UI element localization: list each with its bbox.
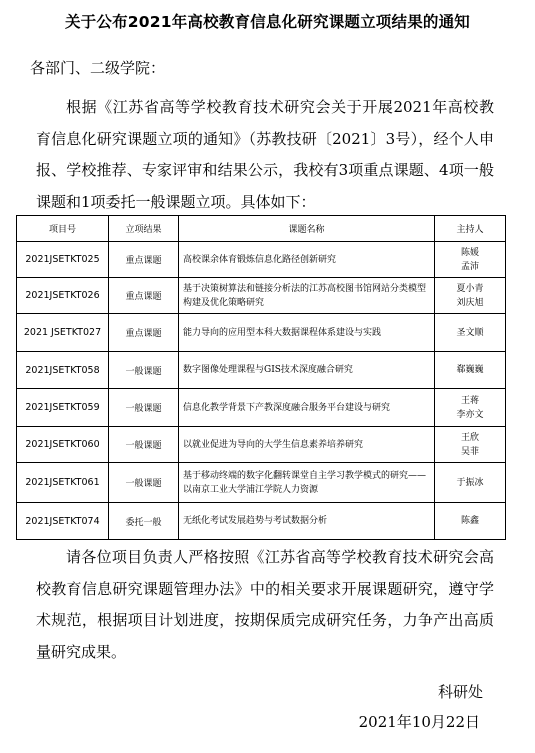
project-code: 2021JSETKT059 [17,389,109,427]
project-host [435,427,506,463]
host-name: 夏小青 刘庆旭 [456,283,484,308]
table-row [17,352,506,389]
project-code: 2021JSETKT058 [17,352,109,389]
project-code: 2021JSETKT074 [17,503,109,540]
project-code: 2021 JSETKT027 [17,314,109,352]
host-name: 王欣 吴菲 [460,432,479,457]
salutation: 各部门、二级学院： [30,59,166,77]
header-title: 课题名称 [179,216,435,242]
host-name: 陈媛 孟沛 [460,247,479,272]
table-row [17,463,506,503]
table-row [17,242,506,278]
host-name: 王蒋 李亦文 [456,395,484,420]
host-name: 圣文顺 [456,327,484,338]
project-table [16,215,506,540]
project-result: 重点课题 [109,314,179,352]
host-name: 陈鑫 [460,516,479,526]
project-result: 重点课题 [109,242,179,278]
intro-paragraph: 根据《江苏省高等学校教育技术研究会关于开展2021年高校教育信息化研究课题立项的通知》（苏教技研〔2021〕3号），经个人申报、学校推荐、专家评审和结果公示，我校有3项重点课题、4项一般课题和1项委托一般课题立项。具体如下： [36,98,494,211]
project-host [435,242,506,278]
table-header-row [17,216,506,242]
project-title: 高校课余体育锻炼信息化路径创新研究 [179,242,435,278]
project-title: 能力导向的应用型本科大数据课程体系建设与实践 [179,314,435,352]
closing-paragraph: 请各位项目负责人严格按照《江苏省高等学校教育技术研究会高校教育信息研究课题管理办法》中的相关要求开展课题研究，遵守学术规范，根据项目计划进度，按期保质完成研究任务，力争产出高质量研究成果。 [36,548,494,661]
table-row [17,314,506,352]
project-title: 无纸化考试发展趋势与考试数据分析 [179,503,435,540]
project-code: 2021JSETKT025 [17,242,109,278]
table-row [17,389,506,427]
project-host [435,463,506,503]
notice-title: 关于公布2021年高校教育信息化研究课题立项结果的通知 [64,13,471,31]
project-result: 一般课题 [109,427,179,463]
project-host [435,352,506,389]
project-result: 重点课题 [109,278,179,314]
header-project-code: 项目号 [17,216,109,242]
table-row [17,427,506,463]
project-result: 一般课题 [109,463,179,503]
project-title: 基于移动终端的数字化翻转课堂自主学习教学模式的研究——以南京工业大学浦江学院人力资源 [179,463,435,503]
project-result: 一般课题 [109,352,179,389]
project-host [435,503,506,540]
table-row [17,278,506,314]
project-result: 一般课题 [109,389,179,427]
project-result: 委托一般 [109,503,179,540]
project-title: 信息化教学背景下产教深度融合服务平台建设与研究 [179,389,435,427]
project-host [435,389,506,427]
project-host [435,278,506,314]
header-host: 主持人 [435,216,506,242]
header-result: 立项结果 [109,216,179,242]
project-code: 2021JSETKT061 [17,463,109,503]
date: 2021年10月22日 [358,713,480,731]
project-title: 基于决策树算法和链接分析法的江苏高校图书馆网站分类模型构建及优化策略研究 [179,278,435,314]
project-host [435,314,506,352]
project-title: 数字图像处理课程与GIS技术深度融合研究 [179,352,435,389]
host-name: 于振冰 [456,477,484,488]
project-code: 2021JSETKT026 [17,278,109,314]
project-code: 2021JSETKT060 [17,427,109,463]
signature: 科研处 [437,683,483,701]
project-title: 以就业促进为导向的大学生信息素养培养研究 [179,427,435,463]
table-row [17,503,506,540]
host-name: 郗巍巍 [456,365,484,375]
